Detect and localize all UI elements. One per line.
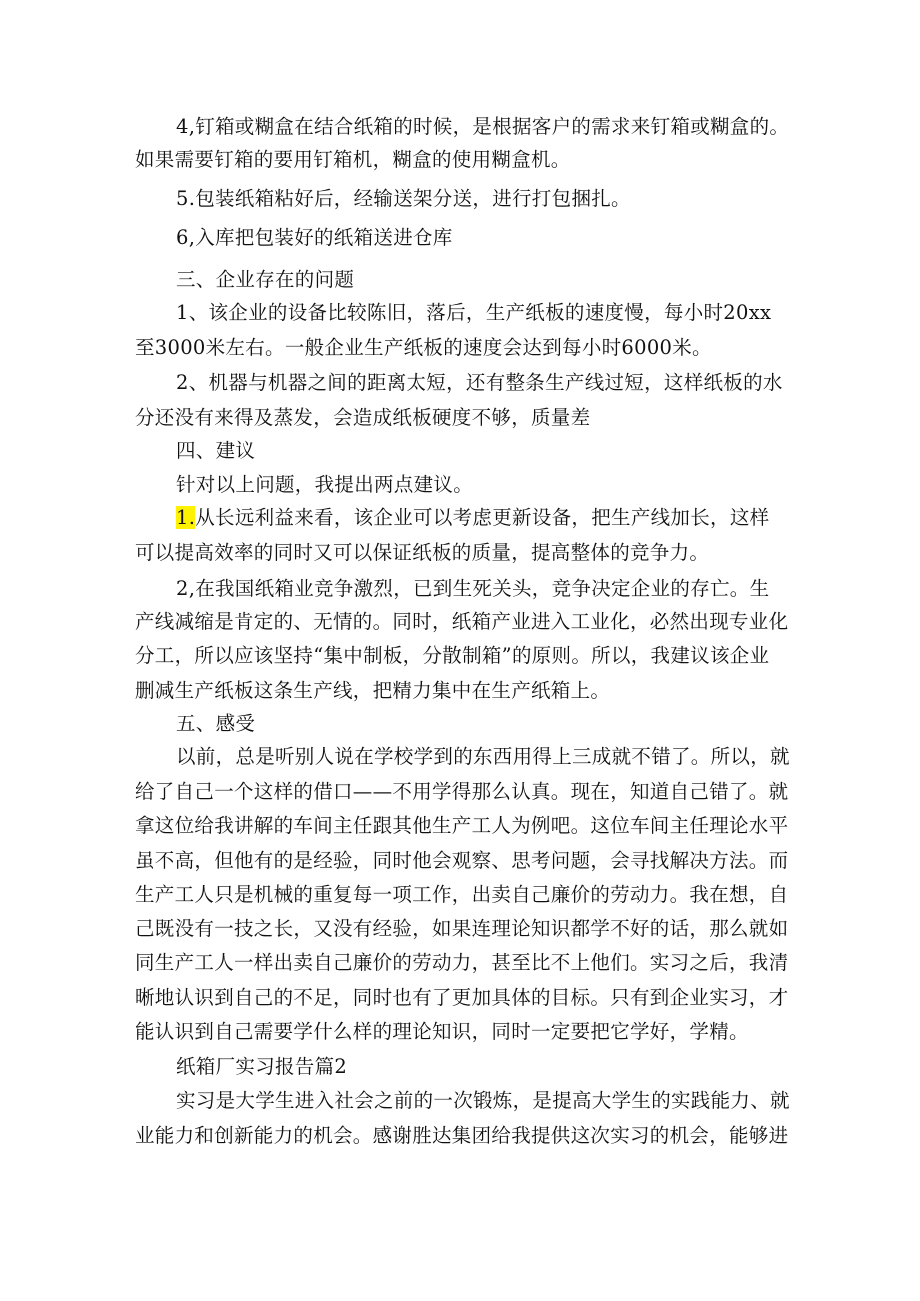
text-line: 6,入库把包装好的纸箱送进仓库 xyxy=(176,226,453,249)
text-line: 生产工人只是机械的重复每一项工作，出卖自己廉价的劳动力。我在想，自 xyxy=(135,883,789,906)
text-line: 虽不高，但他有的是经验，同时他会观察、思考问题，会寻找解决方法。而 xyxy=(135,849,789,872)
text-line: 1、该企业的设备比较陈旧，落后，生产纸板的速度慢，每小时20xx xyxy=(176,301,772,324)
highlighted-marker: 1. xyxy=(176,506,196,529)
text-line: 给了自己一个这样的借口——不用学得那么认真。现在，知道自己错了。就 xyxy=(135,780,789,803)
section-heading: 三、企业存在的问题 xyxy=(176,268,355,291)
text-line xyxy=(176,503,769,533)
text-line: 2、机器与机器之间的距离太短，还有整条生产线过短，这样纸板的水 xyxy=(176,371,783,394)
text-line: 针对以上问题，我提出两点建议。 xyxy=(176,473,474,496)
text-line: 以前，总是听别人说在学校学到的东西用得上三成就不错了。所以，就 xyxy=(176,745,790,768)
text-line: 可以提高效率的同时又可以保证纸板的质量，提高整体的竞争力。 xyxy=(135,541,710,564)
text-line: 如果需要钉箱的要用钉箱机，糊盒的使用糊盒机。 xyxy=(135,148,571,171)
text-line: 己既没有一技之长，又没有经验，如果连理论知识都学不好的话，那么就如 xyxy=(135,917,789,940)
text-line: 同生产工人一样出卖自己廉价的劳动力，甚至比不上他们。实习之后，我清 xyxy=(135,951,789,974)
section-heading: 四、建议 xyxy=(176,439,256,462)
text-line: 分工，所以应该坚持“集中制板，分散制箱”的原则。所以，我建议该企业 xyxy=(135,644,770,667)
text-line: 4,钉箱或糊盒在结合纸箱的时候，是根据客户的需求来钉箱或糊盒的。 xyxy=(176,115,790,138)
text-line: 业能力和创新能力的机会。感谢胜达集团给我提供这次实习的机会，能够进 xyxy=(135,1124,789,1147)
section-heading: 纸箱厂实习报告篇2 xyxy=(176,1055,348,1078)
text-line: 晰地认识到自己的不足，同时也有了更加具体的目标。只有到企业实习，才 xyxy=(135,986,789,1009)
text-line: 删减生产纸板这条生产线，把精力集中在生产纸箱上。 xyxy=(135,679,611,702)
text-line: 拿这位给我讲解的车间主任跟其他生产工人为例吧。这位车间主任理论水平 xyxy=(135,814,789,837)
text-line: 5.包装纸箱粘好后，经输送架分送，进行打包捆扎。 xyxy=(176,187,631,210)
section-heading: 五、感受 xyxy=(176,712,256,735)
text-line: 产线减缩是肯定的、无情的。同时，纸箱产业进入工业化，必然出现专业化 xyxy=(135,610,789,633)
text-span: 从长远利益来看，该企业可以考虑更新设备，把生产线加长，这样 xyxy=(195,506,770,529)
text-line: 实习是大学生进入社会之前的一次锻炼，是提高大学生的实践能力、就 xyxy=(176,1089,790,1112)
text-line: 分还没有来得及蒸发，会造成纸板硬度不够，质量差 xyxy=(135,406,591,429)
text-line: 能认识到自己需要学什么样的理论知识，同时一定要把它学好，学精。 xyxy=(135,1020,749,1043)
text-line: 至3000米左右。一般企业生产纸板的速度会达到每小时6000米。 xyxy=(135,336,712,359)
text-line: 2,在我国纸箱业竞争激烈，已到生死关头，竞争决定企业的存亡。生 xyxy=(176,577,770,600)
